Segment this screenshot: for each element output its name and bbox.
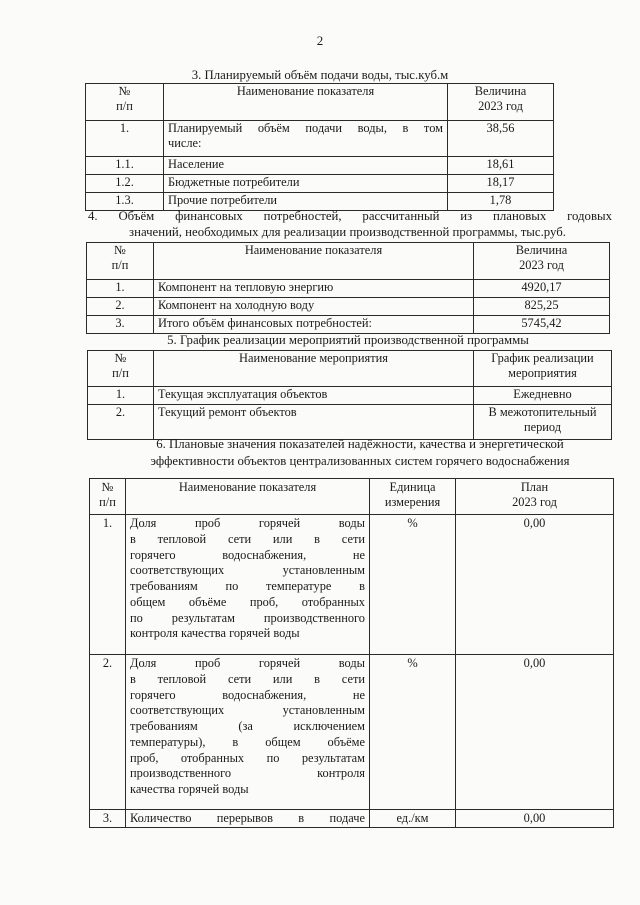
table-header-row [88,351,612,387]
table-row [90,655,614,810]
table-row [86,121,554,157]
row-unit: ед./км [370,810,456,828]
table-header-row [90,479,614,515]
row-name: Количество перерывов в подаче [126,810,370,828]
table-row [90,515,614,655]
row-unit: % [370,515,456,655]
row-name: Текущая эксплуатация объектов [154,387,474,405]
header-name: Наименование показателя [164,84,448,121]
row-plan: 0,00 [456,655,614,810]
row-value: 18,17 [448,175,554,193]
header-schedule: График реализации мероприятия [474,351,612,387]
page-number: 2 [316,33,324,48]
row-schedule: Ежедневно [474,387,612,405]
row-num: 1.1. [86,157,164,175]
row-num: 2. [90,655,126,810]
row-value: 825,25 [474,298,610,316]
header-name: Наименование показателя [126,479,370,515]
row-name: Доля проб горячей воды в тепловой сети или в сети горячего водоснабжения, не соответствующих установленным требованиям (за исключением температуры), в общем объёме проб, отобранных по результатам производственного контроля качества горячей воды [126,655,370,810]
row-schedule: В межотопительный период [474,405,612,440]
header-name: Наименование показателя [154,243,474,280]
row-unit: % [370,655,456,810]
header-num: № п/п [86,84,164,121]
row-num: 1.3. [86,193,164,211]
header-num: № п/п [88,351,154,387]
row-name: Компонент на холодную воду [154,298,474,316]
table-row [87,298,610,316]
header-name: Наименование мероприятия [154,351,474,387]
table-header-row [86,84,554,121]
row-num: 2. [87,298,154,316]
row-name: Бюджетные потребители [164,175,448,193]
row-name: Текущий ремонт объектов [154,405,474,440]
row-name: Население [164,157,448,175]
row-value: 4920,17 [474,280,610,298]
header-plan: План 2023 год [456,479,614,515]
row-num: 1. [86,121,164,157]
row-plan: 0,00 [456,515,614,655]
row-value: 5745,42 [474,316,610,334]
section6-title: 6. Плановые значения показателей надёжности, качества и энергетической эффективности объектов централизованных систем горячего водоснабжения [150,437,570,469]
header-value: Величина 2023 год [474,243,610,280]
header-num: № п/п [87,243,154,280]
table-row [90,810,614,828]
row-num: 2. [88,405,154,440]
section5-title: 5. График реализации мероприятий производственной программы [167,333,529,347]
row-value: 38,56 [448,121,554,157]
header-unit: Единица измерения [370,479,456,515]
table-row [86,175,554,193]
row-plan: 0,00 [456,810,614,828]
row-num: 1.2. [86,175,164,193]
table-row [87,280,610,298]
table-row [87,316,610,334]
row-num: 1. [90,515,126,655]
row-num: 1. [88,387,154,405]
section4-title-cont: значений, необходимых для реализации производственной программы, тыс.руб. [129,225,566,239]
table-row [88,405,612,440]
row-name: Итого объём финансовых потребностей: [154,316,474,334]
table-row [86,193,554,211]
section3-table [85,83,554,211]
row-name: Компонент на тепловую энергию [154,280,474,298]
section4-title: 4. Объём финансовых потребностей, рассчитанный из плановых годовых [88,209,612,223]
table-row [88,387,612,405]
row-num: 1. [87,280,154,298]
section4-table [86,242,610,334]
section6-table [89,478,614,828]
header-num: № п/п [90,479,126,515]
row-value: 1,78 [448,193,554,211]
table-header-row [87,243,610,280]
row-value: 18,61 [448,157,554,175]
section5-table [87,350,612,440]
row-name: Доля проб горячей воды в тепловой сети или в сети горячего водоснабжения, не соответствующих установленным требованиям по температуре в общем объёме проб, отобранных по результатам производственного контроля качества горячей воды [126,515,370,655]
row-name: Прочие потребители [164,193,448,211]
section3-title: 3. Планируемый объём подачи воды, тыс.куб.м [191,68,449,82]
row-num: 3. [87,316,154,334]
row-name: Планируемый объём подачи воды, в том числе: [164,121,448,157]
table-row [86,157,554,175]
header-value: Величина 2023 год [448,84,554,121]
row-num: 3. [90,810,126,828]
